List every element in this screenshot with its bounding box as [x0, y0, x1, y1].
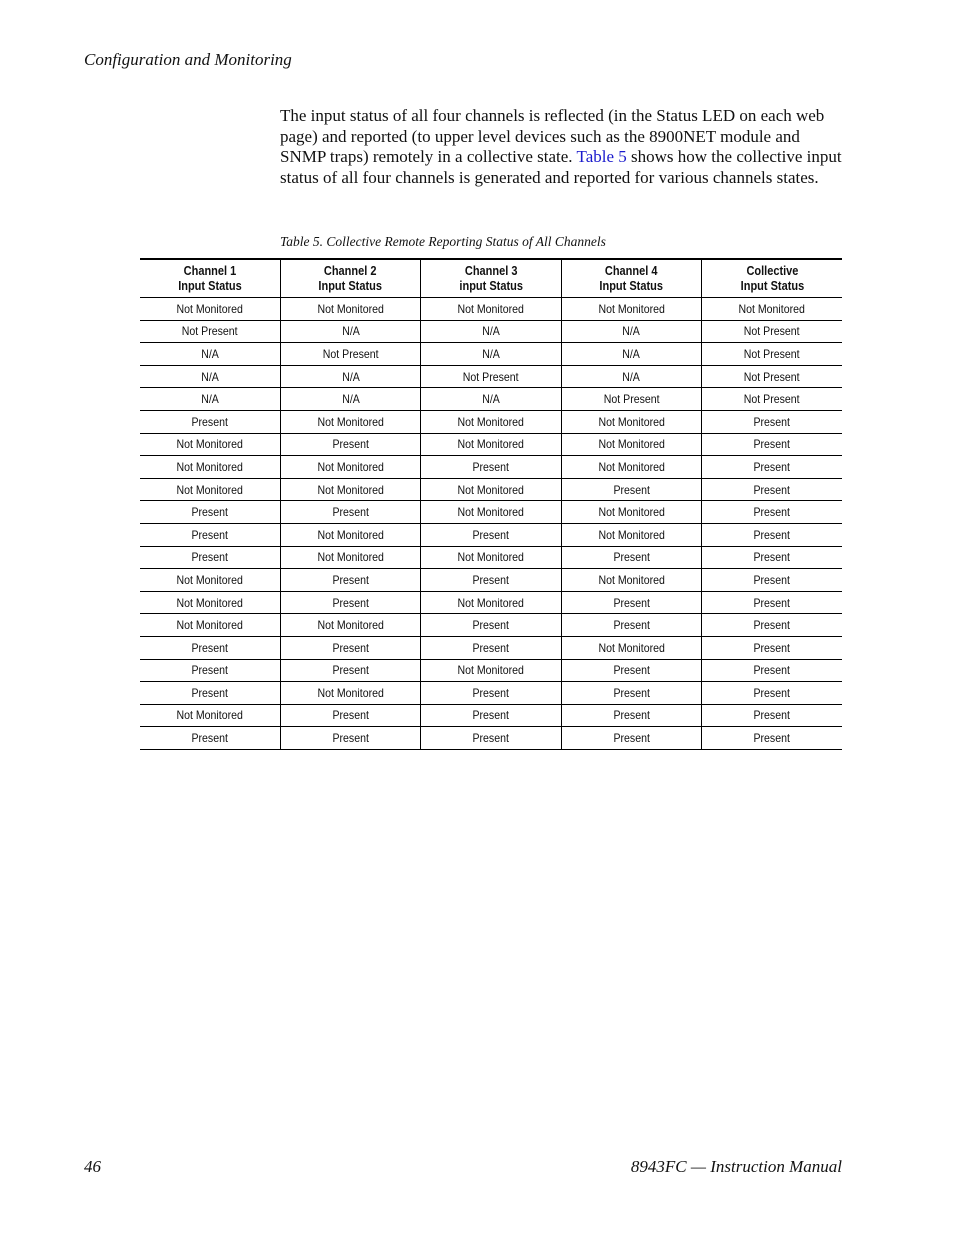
table-cell: Not Monitored [421, 501, 561, 524]
table-cell: Present [280, 727, 420, 750]
table-cell: Not Monitored [421, 433, 561, 456]
table-cell: Present [702, 704, 842, 727]
table-cell: Present [702, 591, 842, 614]
table-row [140, 727, 842, 750]
table-cell: Present [702, 682, 842, 705]
table-cell: Present [191, 731, 229, 746]
table-cell: Present [191, 550, 229, 565]
table-cell: Not Monitored [561, 298, 701, 321]
table-cell: Present [280, 433, 420, 456]
table-body [140, 298, 842, 750]
table-cell: Not Monitored [561, 523, 701, 546]
table-cell: Present [280, 569, 420, 592]
collective-status-table [140, 258, 842, 750]
table-cell: Present [191, 685, 229, 700]
table-cell: Present [191, 505, 229, 520]
table-row [140, 682, 842, 705]
table-cell: Not Present [702, 365, 842, 388]
table-row [140, 298, 842, 321]
table-cell: N/A [280, 320, 420, 343]
table-row [140, 636, 842, 659]
table-cell: N/A [280, 388, 420, 411]
table-cell: Present [280, 591, 420, 614]
table-cell: Present [421, 523, 561, 546]
table-cell: Present [561, 727, 701, 750]
table-cell: Not Monitored [421, 410, 561, 433]
table-cell: Not Monitored [421, 478, 561, 501]
table-cell: Not Monitored [561, 501, 701, 524]
table-cell: Not Monitored [280, 456, 420, 479]
table-cell: Not Monitored [176, 459, 244, 474]
table-cell: N/A [421, 343, 561, 366]
column-header: Collective Input Status [710, 259, 834, 298]
table-cell: Present [561, 659, 701, 682]
page-number: 46 [84, 1157, 101, 1176]
table-row [140, 343, 842, 366]
table-cell: Present [561, 682, 701, 705]
manual-title: 8943FC — Instruction Manual [630, 1157, 842, 1176]
column-header: Channel 1 Input Status [178, 263, 242, 293]
table-cell: Present [561, 614, 701, 637]
table-cell: N/A [421, 320, 561, 343]
table-cell: Present [191, 663, 229, 678]
table-cell: Present [702, 523, 842, 546]
table-cell: Not Monitored [176, 595, 244, 610]
table-cell: Not Monitored [176, 618, 244, 633]
table-cell: Present [561, 704, 701, 727]
table-cell: Present [421, 569, 561, 592]
table-cell: Not Monitored [280, 614, 420, 637]
intro-text-before-link: The input status of all four channels is reflected (in the Status LED on each web page) and reported (to upper level devices such as the 8900NET module and SNMP traps) remotely in a collective state. [280, 106, 825, 166]
table-cell: N/A [421, 388, 561, 411]
table-row [140, 501, 842, 524]
table-cell: Not Monitored [561, 569, 701, 592]
table-cell: N/A [201, 346, 219, 361]
table-cell: Present [702, 433, 842, 456]
table-row [140, 659, 842, 682]
table-cell: Present [421, 682, 561, 705]
table-cell: Not Monitored [280, 523, 420, 546]
table-caption: Table 5. Collective Remote Reporting Status of All Channels [280, 234, 606, 249]
table-cell: N/A [201, 392, 219, 407]
table-cell: Present [421, 727, 561, 750]
table-cell: Present [280, 704, 420, 727]
column-header: Channel 3 input Status [429, 259, 553, 298]
table-cell: Present [702, 478, 842, 501]
table-cell: Not Monitored [176, 572, 244, 587]
table-cell: Present [280, 501, 420, 524]
table-cell: Not Monitored [421, 591, 561, 614]
column-header: Channel 4 Input Status [570, 259, 694, 298]
table-cell: Not Monitored [280, 478, 420, 501]
table-cell: Not Monitored [176, 708, 244, 723]
table-cell: Present [421, 704, 561, 727]
table-row [140, 365, 842, 388]
table-header-row [140, 259, 842, 298]
table-cell: Present [702, 569, 842, 592]
table-cell: Not Monitored [280, 682, 420, 705]
table-cell: Present [702, 727, 842, 750]
table-cell: Not Present [280, 343, 420, 366]
table-cell: Not Present [561, 388, 701, 411]
table-cell: Not Monitored [176, 482, 244, 497]
table-cell: Present [280, 659, 420, 682]
running-header: Configuration and Monitoring [84, 50, 292, 69]
table-cell: Not Monitored [561, 410, 701, 433]
table-cell: Present [702, 614, 842, 637]
table-cell: Present [561, 478, 701, 501]
table-cell: Present [702, 456, 842, 479]
table-cell: Not Monitored [280, 298, 420, 321]
table-row [140, 591, 842, 614]
table-cell: Not Present [702, 320, 842, 343]
table-cell: Not Monitored [561, 636, 701, 659]
table-cell: N/A [201, 369, 219, 384]
table-cell: Not Present [702, 388, 842, 411]
table-cell: Not Monitored [280, 410, 420, 433]
table-cell: Not Monitored [421, 298, 561, 321]
table-cell: Present [702, 410, 842, 433]
column-header: Channel 2 Input Status [289, 259, 413, 298]
table-cell: Present [421, 614, 561, 637]
table-cell: Not Monitored [176, 437, 244, 452]
table-cell: Present [421, 636, 561, 659]
table-cell: Present [191, 414, 229, 429]
table-cell: Not Monitored [702, 298, 842, 321]
table-cell: Present [702, 546, 842, 569]
table-cell: Present [421, 456, 561, 479]
table-cell: Present [702, 501, 842, 524]
table-cell: N/A [280, 365, 420, 388]
table-cell: Not Present [702, 343, 842, 366]
table-cell: Present [702, 659, 842, 682]
table-5-link[interactable]: Table 5 [576, 147, 627, 166]
table-cell: Not Present [182, 324, 238, 339]
table-row [140, 433, 842, 456]
table-cell: Not Monitored [280, 546, 420, 569]
table-row [140, 523, 842, 546]
table-cell: Not Monitored [421, 546, 561, 569]
table-row [140, 478, 842, 501]
table-cell: Present [561, 591, 701, 614]
table-cell: N/A [561, 365, 701, 388]
table-cell: Present [191, 527, 229, 542]
table-cell: Not Monitored [561, 433, 701, 456]
table-row [140, 569, 842, 592]
table-cell: N/A [561, 343, 701, 366]
table-row [140, 320, 842, 343]
table-cell: Present [280, 636, 420, 659]
table-cell: N/A [561, 320, 701, 343]
table-cell: Present [561, 546, 701, 569]
table-row [140, 614, 842, 637]
table-cell: Not Monitored [561, 456, 701, 479]
intro-text-after-link: shows how the collective input status of all four channels is generated and reported for various channels states. [280, 147, 842, 187]
table-cell: Not Monitored [421, 659, 561, 682]
table-cell: Not Monitored [176, 301, 244, 316]
table-cell: Present [702, 636, 842, 659]
table-cell: Present [191, 640, 229, 655]
intro-paragraph [280, 106, 842, 188]
table-row [140, 546, 842, 569]
table-row [140, 704, 842, 727]
table-row [140, 388, 842, 411]
table-row [140, 410, 842, 433]
table-cell: Not Present [421, 365, 561, 388]
table-row [140, 456, 842, 479]
